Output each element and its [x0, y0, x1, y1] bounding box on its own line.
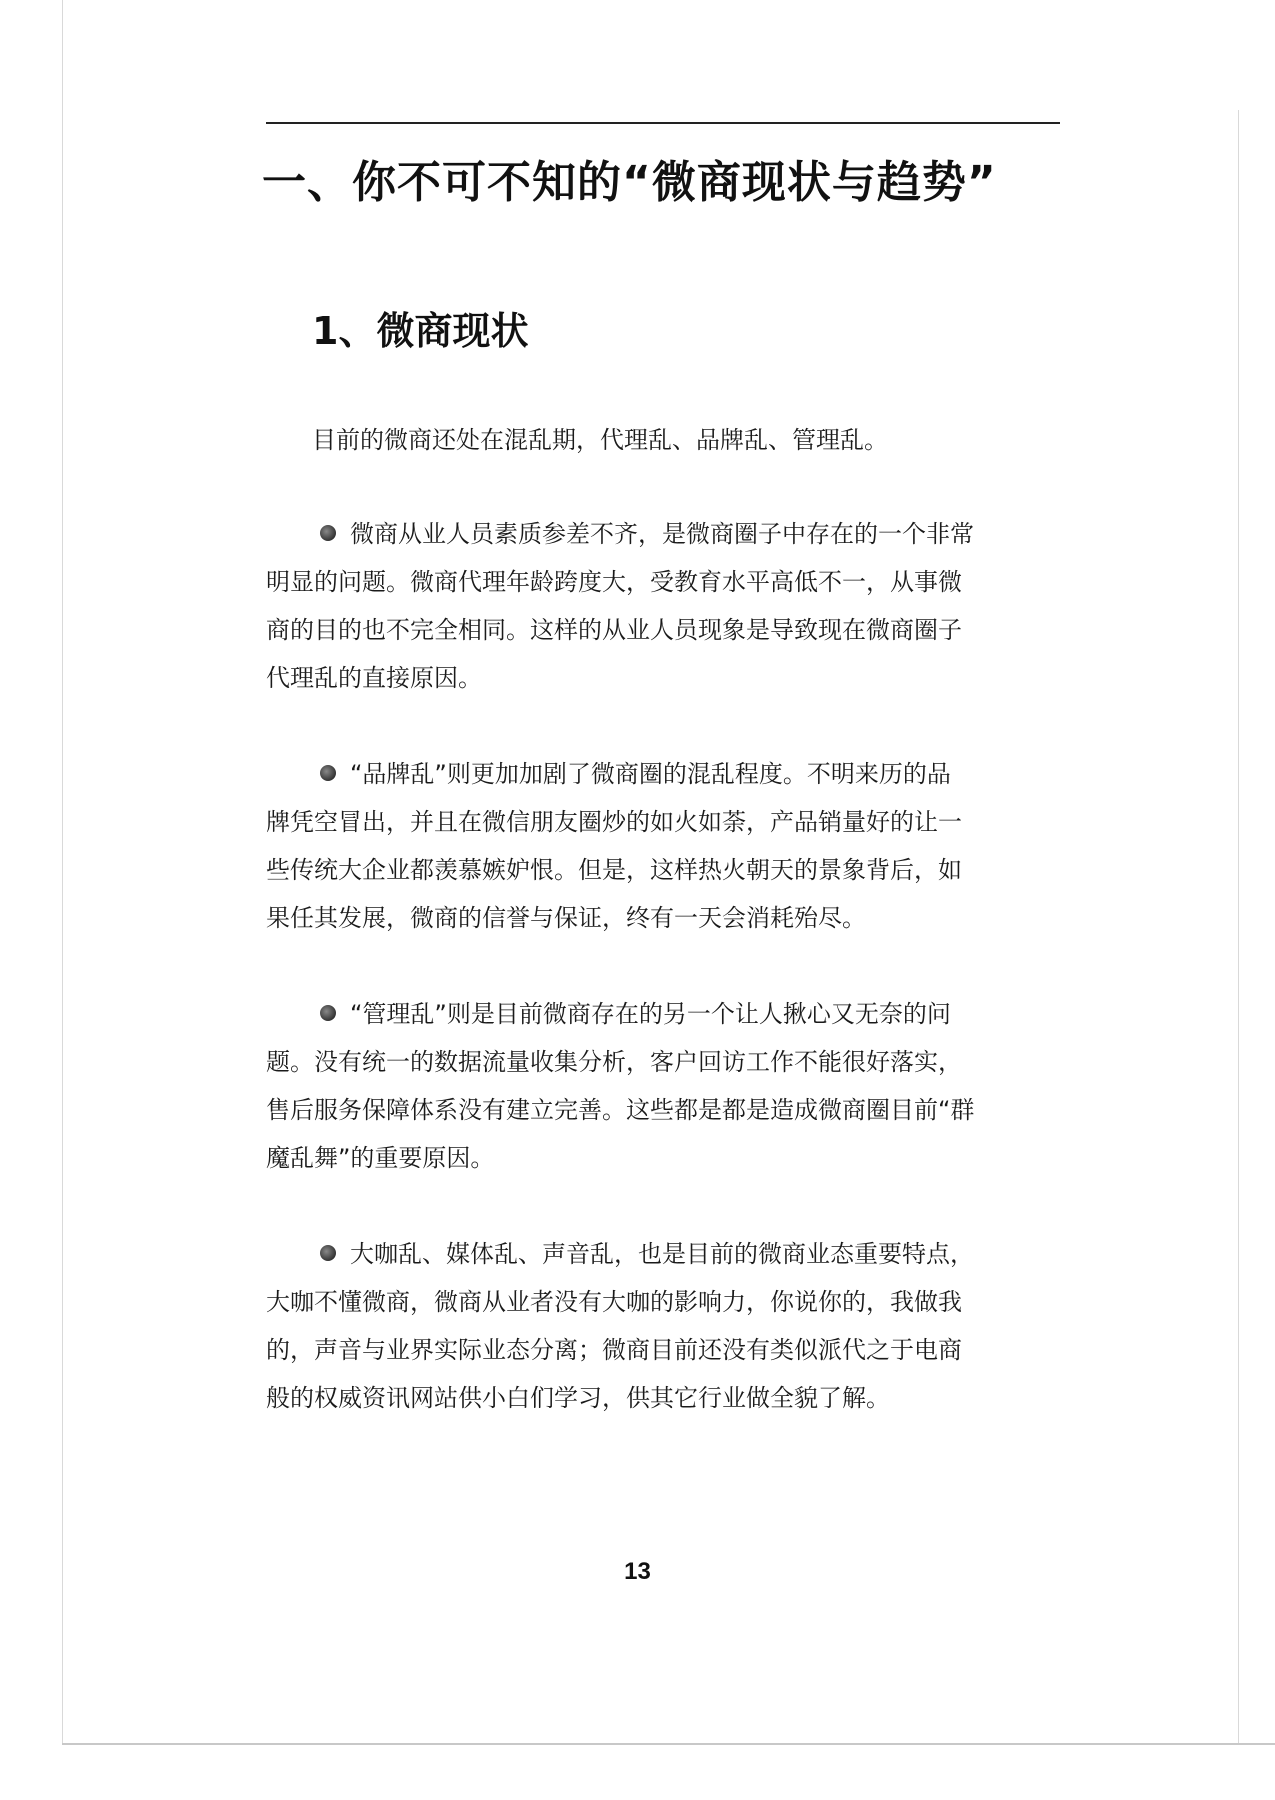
paragraph-line: 般的权威资讯网站供小白们学习，供其它行业做全貌了解。	[266, 1384, 890, 1412]
paragraph-3	[266, 990, 1066, 1182]
page-number: 13	[624, 1558, 651, 1585]
page-border-bottom	[62, 1743, 1275, 1745]
paragraph-1	[266, 510, 1066, 702]
bullet-icon	[320, 525, 336, 541]
header-rule	[266, 122, 1060, 124]
section-title: 1、微商现状	[312, 309, 529, 353]
paragraph-line: 魔乱舞”的重要原因。	[266, 1144, 495, 1172]
intro-paragraph: 目前的微商还处在混乱期，代理乱、品牌乱、管理乱。	[312, 426, 888, 454]
paragraph-line: 牌凭空冒出，并且在微信朋友圈炒的如火如荼，产品销量好的让一	[266, 808, 962, 836]
bullet-icon	[320, 765, 336, 781]
chapter-title: 一、你不可不知的“微商现状与趋势”	[262, 157, 997, 208]
paragraph-line: 题。没有统一的数据流量收集分析，客户回访工作不能很好落实，	[266, 1048, 962, 1076]
paragraph-line: 的，声音与业界实际业态分离；微商目前还没有类似派代之于电商	[266, 1336, 962, 1364]
paragraph-line: 果任其发展，微商的信誉与保证，终有一天会消耗殆尽。	[266, 904, 866, 932]
paragraph-text: “管理乱”则是目前微商存在的另一个让人揪心又无奈的问	[350, 1000, 951, 1028]
paragraph-4	[266, 1230, 1066, 1422]
paragraph-line: 商的目的也不完全相同。这样的从业人员现象是导致现在微商圈子	[266, 616, 962, 644]
paragraph-text: “品牌乱”则更加加剧了微商圈的混乱程度。不明来历的品	[350, 760, 951, 788]
bullet-icon	[320, 1245, 336, 1261]
paragraph-text: 微商从业人员素质参差不齐，是微商圈子中存在的一个非常	[350, 520, 974, 548]
page-border-left	[62, 0, 63, 1745]
page-border-right	[1238, 110, 1239, 1745]
paragraph-line: 些传统大企业都羡慕嫉妒恨。但是，这样热火朝天的景象背后，如	[266, 856, 962, 884]
paragraph-text: 大咖乱、媒体乱、声音乱，也是目前的微商业态重要特点，	[350, 1240, 974, 1268]
paragraph-line: 代理乱的直接原因。	[266, 664, 482, 692]
paragraph-line	[266, 750, 1066, 798]
paragraph-line: 大咖不懂微商，微商从业者没有大咖的影响力，你说你的，我做我	[266, 1288, 962, 1316]
paragraph-line	[266, 990, 1066, 1038]
paragraph-line	[266, 1230, 1066, 1278]
paragraph-line: 明显的问题。微商代理年龄跨度大，受教育水平高低不一，从事微	[266, 568, 962, 596]
bullet-icon	[320, 1005, 336, 1021]
paragraph-line: 售后服务保障体系没有建立完善。这些都是都是造成微商圈目前“群	[266, 1096, 975, 1124]
paragraph-2	[266, 750, 1066, 942]
paragraph-line	[266, 510, 1066, 558]
